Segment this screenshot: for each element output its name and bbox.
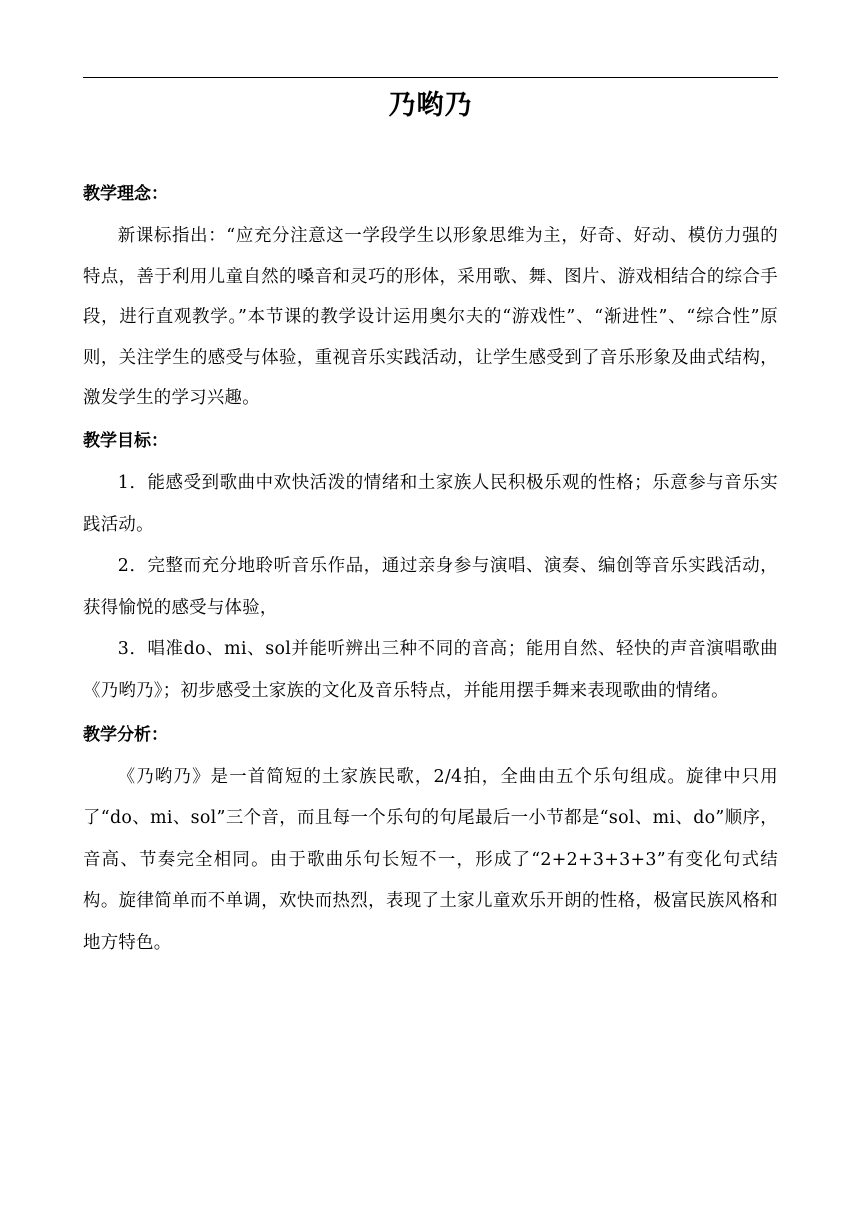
section-teaching-goals xyxy=(83,419,778,713)
header-rule xyxy=(83,77,778,78)
document-title: 乃哟乃 xyxy=(388,90,473,121)
body-paragraph: 2．完整而充分地聆听音乐作品，通过亲身参与演唱、演奏、编创等音乐实践活动，获得愉悦的感受与体验， xyxy=(83,556,778,618)
document-body xyxy=(83,172,778,965)
section-teaching-analysis xyxy=(83,713,778,965)
section-heading: 教学目标： xyxy=(83,430,168,451)
section-teaching-philosophy xyxy=(83,172,778,419)
body-paragraph: 新课标指出：“应充分注意这一学段学生以形象思维为主，好奇、好动、模仿力强的特点，善于利用儿童自然的嗓音和灵巧的形体，采用歌、舞、图片、游戏相结合的综合手段，进行直观教学。”本节课的教学设计运用奥尔夫的“游戏性”、“渐进性”、“综合性”原则，关注学生的感受与体验，重视音乐实践活动，让学生感受到了音乐形象及曲式结构，激发学生的学习兴趣。 xyxy=(83,226,778,409)
body-paragraph: 1．能感受到歌曲中欢快活泼的情绪和土家族人民积极乐观的性格；乐意参与音乐实践活动。 xyxy=(83,472,778,535)
body-paragraph: 《乃哟乃》是一首简短的土家族民歌，2/4拍，全曲由五个乐句组成。旋律中只用了“do、mi、sol”三个音，而且每一个乐句的句尾最后一小节都是“sol、mi、do”顺序，音高、节奏完全相同。由于歌曲乐句长短不一，形成了“2+2+3+3+3”有变化句式结构。旋律简单而不单调，欢快而热烈，表现了土家儿童欢乐开朗的性格，极富民族风格和地方特色。 xyxy=(83,766,778,953)
section-heading: 教学分析： xyxy=(83,724,168,745)
section-heading: 教学理念： xyxy=(83,184,168,204)
body-paragraph: 3．唱准do、mi、sol并能听辨出三种不同的音高；能用自然、轻快的声音演唱歌曲《乃哟乃》；初步感受土家族的文化及音乐特点，并能用摆手舞来表现歌曲的情绪。 xyxy=(83,639,778,701)
